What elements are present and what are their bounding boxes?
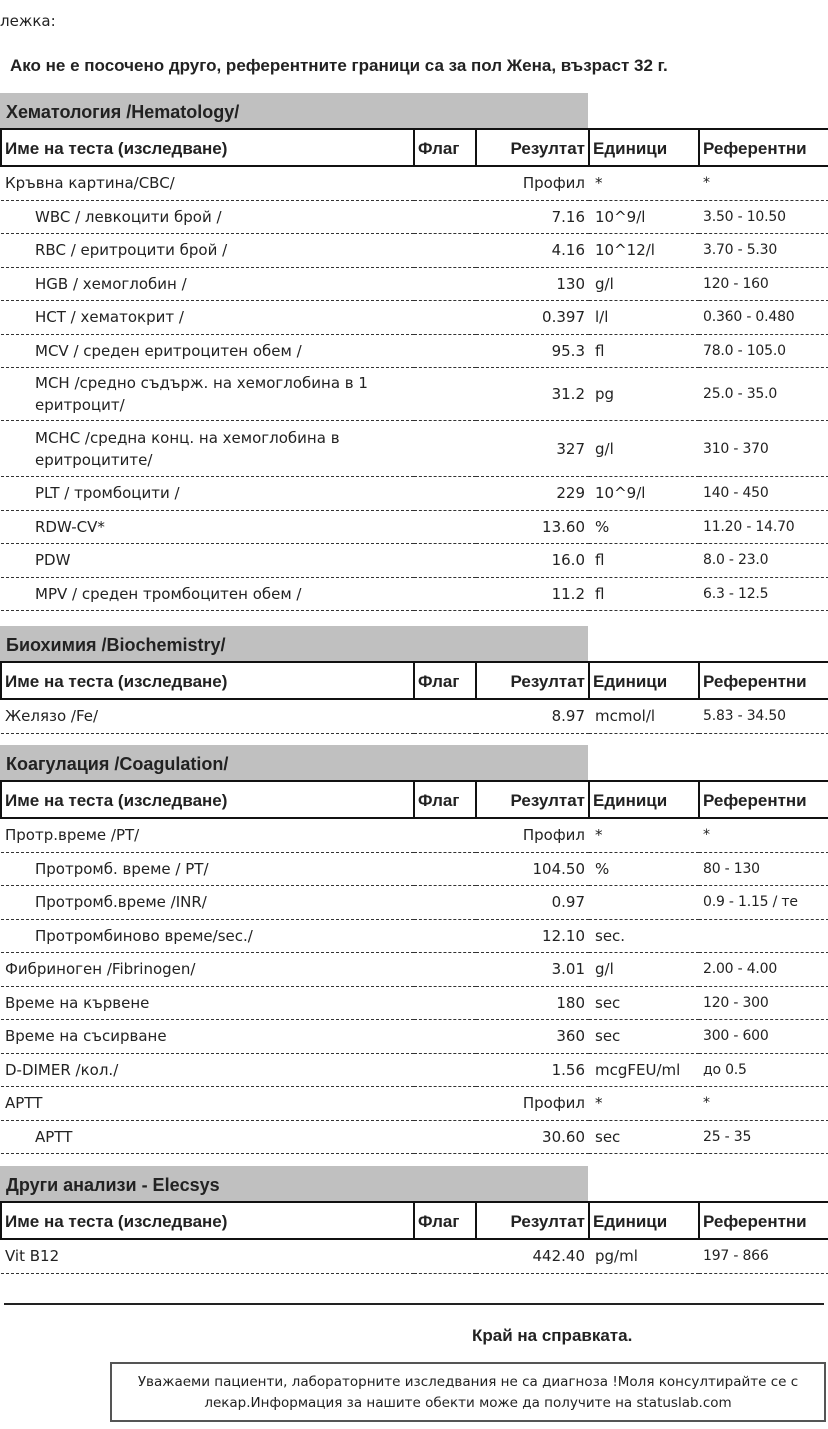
test-name: Желязо /Fe/ <box>1 699 414 733</box>
reference-range: * <box>699 166 828 200</box>
disclaimer-box <box>110 1362 826 1422</box>
test-name: MCV / среден еритроцитен обем / <box>1 334 414 368</box>
reference-range: 300 - 600 <box>699 1020 828 1054</box>
test-name: Фибриноген /Fibrinogen/ <box>1 953 414 987</box>
result-value: 0.97 <box>476 886 589 920</box>
flag <box>414 421 476 477</box>
units: g/l <box>589 953 699 987</box>
flag <box>414 699 476 733</box>
test-name: Време на съсирване <box>1 1020 414 1054</box>
column-header-flag: Флаг <box>414 781 476 818</box>
flag <box>414 200 476 234</box>
units: sec. <box>589 919 699 953</box>
table-row <box>1 852 828 886</box>
reference-range: 0.360 - 0.480 <box>699 301 828 335</box>
reference-range: 25.0 - 35.0 <box>699 368 828 421</box>
reference-range: 0.9 - 1.15 / те <box>699 886 828 920</box>
units: * <box>589 166 699 200</box>
reference-range: 3.50 - 10.50 <box>699 200 828 234</box>
table-row <box>1 334 828 368</box>
units: 10^9/l <box>589 477 699 511</box>
test-name: Протромбиново време/sec./ <box>1 919 414 953</box>
result-value: 4.16 <box>476 234 589 268</box>
reference-range: 11.20 - 14.70 <box>699 510 828 544</box>
table-row <box>1 267 828 301</box>
section-title: Коагулация /Coagulation/ <box>0 745 588 780</box>
test-name: APTT <box>1 1120 414 1154</box>
reference-range: 120 - 300 <box>699 986 828 1020</box>
column-header-ref: Референтни <box>699 129 828 166</box>
test-name: PDW <box>1 544 414 578</box>
table-row <box>1 699 828 733</box>
test-name: Кръвна картина/CBC/ <box>1 166 414 200</box>
column-header-units: Единици <box>589 1202 699 1239</box>
end-of-report: Край на справката. <box>472 1326 633 1345</box>
section-title: Биохимия /Biochemistry/ <box>0 626 588 661</box>
flag <box>414 166 476 200</box>
table-row <box>1 953 828 987</box>
test-name: WBC / левкоцити брой / <box>1 200 414 234</box>
reference-range: 8.0 - 23.0 <box>699 544 828 578</box>
reference-range: 120 - 160 <box>699 267 828 301</box>
reference-range: 6.3 - 12.5 <box>699 577 828 611</box>
column-header-flag: Флаг <box>414 129 476 166</box>
table-row <box>1 818 828 852</box>
result-value: 360 <box>476 1020 589 1054</box>
test-name: MPV / среден тромбоцитен обем / <box>1 577 414 611</box>
column-header-flag: Флаг <box>414 1202 476 1239</box>
result-value: 1.56 <box>476 1053 589 1087</box>
flag <box>414 953 476 987</box>
units: sec <box>589 1120 699 1154</box>
reference-range: 310 - 370 <box>699 421 828 477</box>
table-row <box>1 544 828 578</box>
test-name: MCHC /средна конц. на хемоглобина в еритроцитите/ <box>1 421 414 477</box>
units: mcgFEU/ml <box>589 1053 699 1087</box>
section-0 <box>0 93 828 611</box>
units: * <box>589 1087 699 1121</box>
test-name: Протр.време /PT/ <box>1 818 414 852</box>
section-title: Други анализи - Elecsys <box>0 1166 588 1201</box>
result-value: 95.3 <box>476 334 589 368</box>
table-row <box>1 510 828 544</box>
result-value: 8.97 <box>476 699 589 733</box>
table-row <box>1 368 828 421</box>
table-row <box>1 1239 828 1273</box>
table-row <box>1 200 828 234</box>
result-value: 104.50 <box>476 852 589 886</box>
reference-range: 5.83 - 34.50 <box>699 699 828 733</box>
flag <box>414 368 476 421</box>
table-row <box>1 421 828 477</box>
result-value: 3.01 <box>476 953 589 987</box>
flag <box>414 334 476 368</box>
table-header <box>1 781 828 818</box>
flag <box>414 234 476 268</box>
units: % <box>589 852 699 886</box>
flag <box>414 477 476 511</box>
result-value: 180 <box>476 986 589 1020</box>
units <box>589 886 699 920</box>
result-value: 7.16 <box>476 200 589 234</box>
reference-range: 25 - 35 <box>699 1120 828 1154</box>
flag <box>414 1020 476 1054</box>
column-header-name: Име на теста (изследване) <box>1 1202 414 1239</box>
units: sec <box>589 986 699 1020</box>
test-name: RBC / еритроцити брой / <box>1 234 414 268</box>
units: pg/ml <box>589 1239 699 1273</box>
disclaimer-line: лекар.Информация за нашите обекти може да получите на statuslab.com <box>204 1395 732 1411</box>
result-value: 30.60 <box>476 1120 589 1154</box>
results-table <box>0 128 828 611</box>
table-row <box>1 1020 828 1054</box>
flag <box>414 1087 476 1121</box>
result-value: 31.2 <box>476 368 589 421</box>
reference-range: * <box>699 1087 828 1121</box>
reference-range: 80 - 130 <box>699 852 828 886</box>
column-header-result: Резултат <box>476 129 589 166</box>
reference-range <box>699 919 828 953</box>
flag <box>414 818 476 852</box>
reference-range: 197 - 866 <box>699 1239 828 1273</box>
table-row <box>1 1120 828 1154</box>
flag <box>414 267 476 301</box>
column-header-name: Име на теста (изследване) <box>1 781 414 818</box>
units: g/l <box>589 421 699 477</box>
units: fl <box>589 544 699 578</box>
section-2 <box>0 745 828 1154</box>
flag <box>414 852 476 886</box>
reference-range: * <box>699 818 828 852</box>
result-value: 130 <box>476 267 589 301</box>
flag <box>414 1239 476 1273</box>
units: sec <box>589 1020 699 1054</box>
table-header <box>1 129 828 166</box>
test-name: D-DIMER /кол./ <box>1 1053 414 1087</box>
units: l/l <box>589 301 699 335</box>
column-header-ref: Референтни <box>699 662 828 699</box>
column-header-units: Единици <box>589 662 699 699</box>
result-value: Профил <box>476 818 589 852</box>
units: g/l <box>589 267 699 301</box>
units: fl <box>589 577 699 611</box>
test-name: RDW-CV* <box>1 510 414 544</box>
result-value: 11.2 <box>476 577 589 611</box>
table-row <box>1 477 828 511</box>
units: 10^9/l <box>589 200 699 234</box>
result-value: Профил <box>476 1087 589 1121</box>
table-row <box>1 919 828 953</box>
flag <box>414 986 476 1020</box>
flag <box>414 1120 476 1154</box>
result-value: 16.0 <box>476 544 589 578</box>
disclaimer-line: Уважаеми пациенти, лабораторните изследвания не са диагноза !Моля консултирайте се с <box>137 1374 799 1390</box>
table-row <box>1 886 828 920</box>
flag <box>414 577 476 611</box>
results-table <box>0 1201 828 1274</box>
test-name: MCH /средно съдърж. на хемоглобина в 1 еритроцит/ <box>1 368 414 421</box>
test-name: APTT <box>1 1087 414 1121</box>
units: pg <box>589 368 699 421</box>
units: mcmol/l <box>589 699 699 733</box>
test-name: Vit B12 <box>1 1239 414 1273</box>
column-header-units: Единици <box>589 129 699 166</box>
table-row <box>1 1087 828 1121</box>
flag <box>414 510 476 544</box>
reference-range: 3.70 - 5.30 <box>699 234 828 268</box>
section-title: Хематология /Hematology/ <box>0 93 588 128</box>
column-header-name: Име на теста (изследване) <box>1 662 414 699</box>
units: * <box>589 818 699 852</box>
result-value: 13.60 <box>476 510 589 544</box>
result-value: 229 <box>476 477 589 511</box>
test-name: Протромб. време / PT/ <box>1 852 414 886</box>
reference-range: 78.0 - 105.0 <box>699 334 828 368</box>
table-header <box>1 1202 828 1239</box>
result-value: 442.40 <box>476 1239 589 1273</box>
results-table <box>0 661 828 734</box>
table-row <box>1 234 828 268</box>
flag <box>414 886 476 920</box>
result-value: 0.397 <box>476 301 589 335</box>
column-header-result: Резултат <box>476 1202 589 1239</box>
test-name: PLT / тромбоцити / <box>1 477 414 511</box>
table-row <box>1 577 828 611</box>
column-header-name: Име на теста (изследване) <box>1 129 414 166</box>
column-header-result: Резултат <box>476 781 589 818</box>
reference-range: до 0.5 <box>699 1053 828 1087</box>
results-table <box>0 780 828 1154</box>
reference-range: 2.00 - 4.00 <box>699 953 828 987</box>
units: fl <box>589 334 699 368</box>
test-name: Време на кървене <box>1 986 414 1020</box>
table-row <box>1 301 828 335</box>
test-name: Протромб.време /INR/ <box>1 886 414 920</box>
flag <box>414 1053 476 1087</box>
table-header <box>1 662 828 699</box>
table-row <box>1 166 828 200</box>
reference-note: Ако не е посочено друго, референтните граници са за пол Жена, възраст 32 г. <box>10 56 668 75</box>
result-value: Профил <box>476 166 589 200</box>
top-label: лежка: <box>0 12 56 30</box>
column-header-units: Единици <box>589 781 699 818</box>
result-value: 327 <box>476 421 589 477</box>
column-header-result: Резултат <box>476 662 589 699</box>
column-header-ref: Референтни <box>699 1202 828 1239</box>
section-1 <box>0 626 828 734</box>
test-name: HCT / хематокрит / <box>1 301 414 335</box>
table-row <box>1 986 828 1020</box>
column-header-ref: Референтни <box>699 781 828 818</box>
flag <box>414 544 476 578</box>
reference-range: 140 - 450 <box>699 477 828 511</box>
flag <box>414 919 476 953</box>
column-header-flag: Флаг <box>414 662 476 699</box>
table-row <box>1 1053 828 1087</box>
divider <box>4 1303 824 1305</box>
flag <box>414 301 476 335</box>
result-value: 12.10 <box>476 919 589 953</box>
units: 10^12/l <box>589 234 699 268</box>
section-3 <box>0 1166 828 1274</box>
units: % <box>589 510 699 544</box>
test-name: HGB / хемоглобин / <box>1 267 414 301</box>
